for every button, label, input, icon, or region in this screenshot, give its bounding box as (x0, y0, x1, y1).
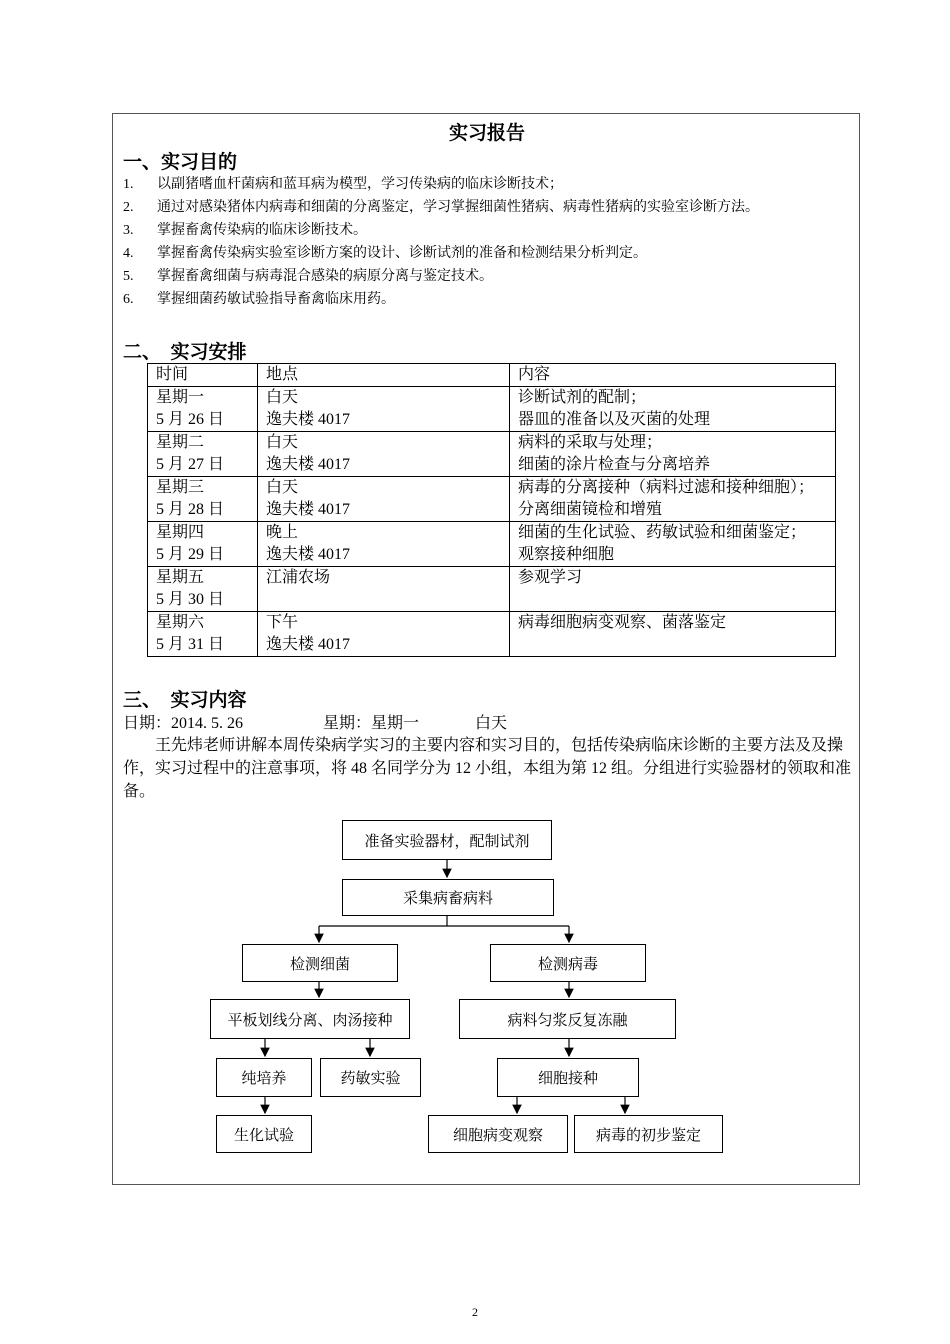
section3-heading: 三、 实习内容 (123, 689, 247, 711)
goal-item: 5. 掌握畜禽细菌与病毒混合感染的病原分离与鉴定技术。 (123, 269, 493, 284)
flow-virus-box: 检测病毒 (490, 944, 646, 982)
content-cell: 病毒的分离接种（病料过滤和接种细胞）；分离细菌镜检和增殖 (510, 477, 836, 522)
flow-streak-box: 平板划线分离、肉汤接种 (210, 999, 410, 1039)
flow-biochem-box: 生化试验 (216, 1115, 312, 1153)
flow-pure-box: 纯培养 (216, 1058, 312, 1097)
place-cell: 晚上 逸夫楼 4017 (258, 522, 510, 567)
place-cell: 下午 逸夫楼 4017 (258, 612, 510, 657)
time-cell: 星期三 5 月 28 日 (148, 477, 258, 522)
flow-drug-box: 药敏实验 (320, 1058, 421, 1097)
time-cell: 星期一 5 月 26 日 (148, 387, 258, 432)
table-row (148, 567, 836, 612)
date-line (123, 710, 507, 733)
time-label: 白天 (475, 715, 508, 732)
place-cell: 白天 逸夫楼 4017 (258, 477, 510, 522)
table-row (148, 612, 836, 657)
goal-item: 6. 掌握细菌药敏试验指导畜禽临床用药。 (123, 292, 395, 307)
content-cell: 细菌的生化试验、药敏试验和细菌鉴定； 观察接种细胞 (510, 522, 836, 567)
content-cell: 参观学习 (510, 567, 836, 612)
page-number: 2 (472, 1305, 478, 1319)
section2-heading: 二、 实习安排 (123, 341, 247, 363)
content-cell: 病料的采取与处理； 细菌的涂片检查与分离培养 (510, 432, 836, 477)
table-row (148, 477, 836, 522)
goal-item: 3. 掌握畜禽传染病的临床诊断技术。 (123, 223, 367, 238)
col-header-time: 时间 (148, 364, 258, 387)
goal-item: 2. 通过对感染猪体内病毒和细菌的分离鉴定，学习掌握细菌性猪病、病毒性猪病的实验室诊断方法。 (123, 200, 759, 215)
place-cell: 白天 逸夫楼 4017 (258, 432, 510, 477)
time-cell: 星期二 5 月 27 日 (148, 432, 258, 477)
col-header-place: 地点 (258, 364, 510, 387)
time-cell: 星期五 5 月 30 日 (148, 567, 258, 612)
flow-prepare-box: 准备实验器材，配制试剂 (342, 820, 552, 860)
flow-virus-id-box: 病毒的初步鉴定 (574, 1115, 723, 1153)
content-paragraph: 王先炜老师讲解本周传染病学实习的主要内容和实习目的，包括传染病临床诊断的主要方法及及操作，实习过程中的注意事项，将 48 名同学分为 12 小组，本组为第 12 组。分组进行实验器材的领取和准备。 (123, 737, 852, 800)
flow-cell-inoc-box: 细胞接种 (497, 1058, 639, 1097)
place-cell: 白天 逸夫楼 4017 (258, 387, 510, 432)
report-frame (112, 113, 860, 1185)
content-cell: 病毒细胞病变观察、菌落鉴定 (510, 612, 836, 657)
flow-homogenize-box: 病料匀浆反复冻融 (459, 999, 676, 1039)
report-title: 实习报告 (448, 122, 525, 144)
place-cell: 江浦农场 (258, 567, 510, 612)
goal-item: 1. 以副猪嗜血杆菌病和蓝耳病为模型，学习传染病的临床诊断技术； (123, 177, 563, 192)
time-cell: 星期四 5 月 29 日 (148, 522, 258, 567)
goals-list (123, 174, 853, 312)
table-row (148, 522, 836, 567)
col-header-content: 内容 (510, 364, 836, 387)
content-cell: 诊断试剂的配制； 器皿的准备以及灭菌的处理 (510, 387, 836, 432)
goal-item: 4. 掌握畜禽传染病实验室诊断方案的设计、诊断试剂的准备和检测结果分析判定。 (123, 246, 647, 261)
section1-heading: 一、实习目的 (123, 151, 238, 173)
week-label: 星期：星期一 (323, 715, 420, 732)
table-row (148, 387, 836, 432)
time-cell: 星期六 5 月 31 日 (148, 612, 258, 657)
schedule-table (147, 363, 836, 657)
flow-bacteria-box: 检测细菌 (242, 944, 398, 982)
date-label: 日期：2014. 5. 26 (123, 715, 244, 732)
flow-collect-box: 采集病畜病料 (342, 879, 554, 916)
table-row (148, 432, 836, 477)
table-header-row (148, 364, 836, 387)
flow-cpe-box: 细胞病变观察 (428, 1115, 568, 1153)
